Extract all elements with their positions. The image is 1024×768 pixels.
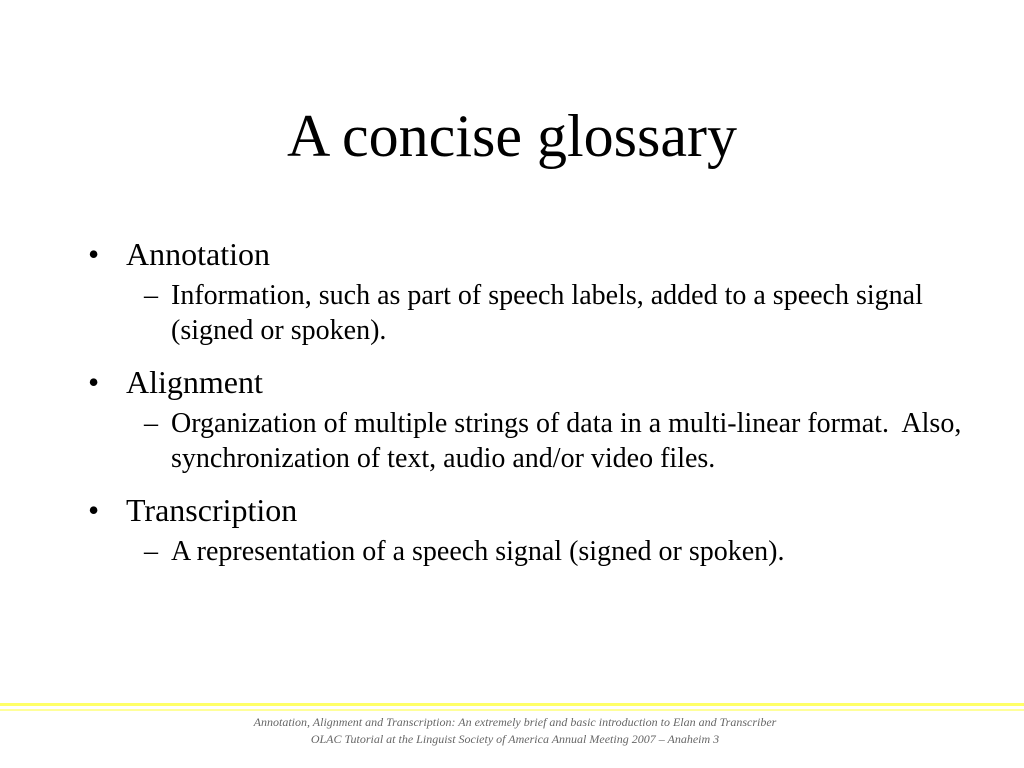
bullet-marker: • <box>88 364 100 400</box>
footer-line-2: OLAC Tutorial at the Linguist Society of America Annual Meeting 2007 – Anaheim 3 <box>310 732 720 746</box>
glossary-definition-annotation <box>88 278 968 348</box>
glossary-term-annotation <box>88 234 968 274</box>
glossary-list <box>88 228 968 583</box>
term-label: Transcription <box>126 492 298 528</box>
footer-line-1: Annotation, Alignment and Transcription: An extremely brief and basic introduction to Elan and Transcriber <box>253 715 777 729</box>
dash-marker: – <box>144 408 158 439</box>
glossary-definition-transcription <box>88 534 968 569</box>
glossary-term-alignment <box>88 362 968 402</box>
slide-footer <box>0 714 1024 748</box>
dash-marker: – <box>144 536 158 567</box>
definition-text: Information, such as part of speech labels, added to a speech signal (signed or spoken). <box>171 280 923 346</box>
glossary-definition-alignment <box>88 406 968 476</box>
glossary-term-transcription <box>88 490 968 530</box>
bullet-marker: • <box>88 492 100 528</box>
term-label: Alignment <box>126 364 263 400</box>
slide-title: A concise glossary <box>287 103 737 169</box>
bullet-marker: • <box>88 236 100 272</box>
footer-divider <box>0 703 1024 706</box>
term-label: Annotation <box>126 236 270 272</box>
dash-marker: – <box>144 280 158 311</box>
definition-text: Organization of multiple strings of data in a multi-linear format. Also, synchronization of text, audio and/or video files. <box>171 408 969 474</box>
definition-text: A representation of a speech signal (signed or spoken). <box>171 536 785 567</box>
footer-divider-secondary <box>0 709 1024 711</box>
